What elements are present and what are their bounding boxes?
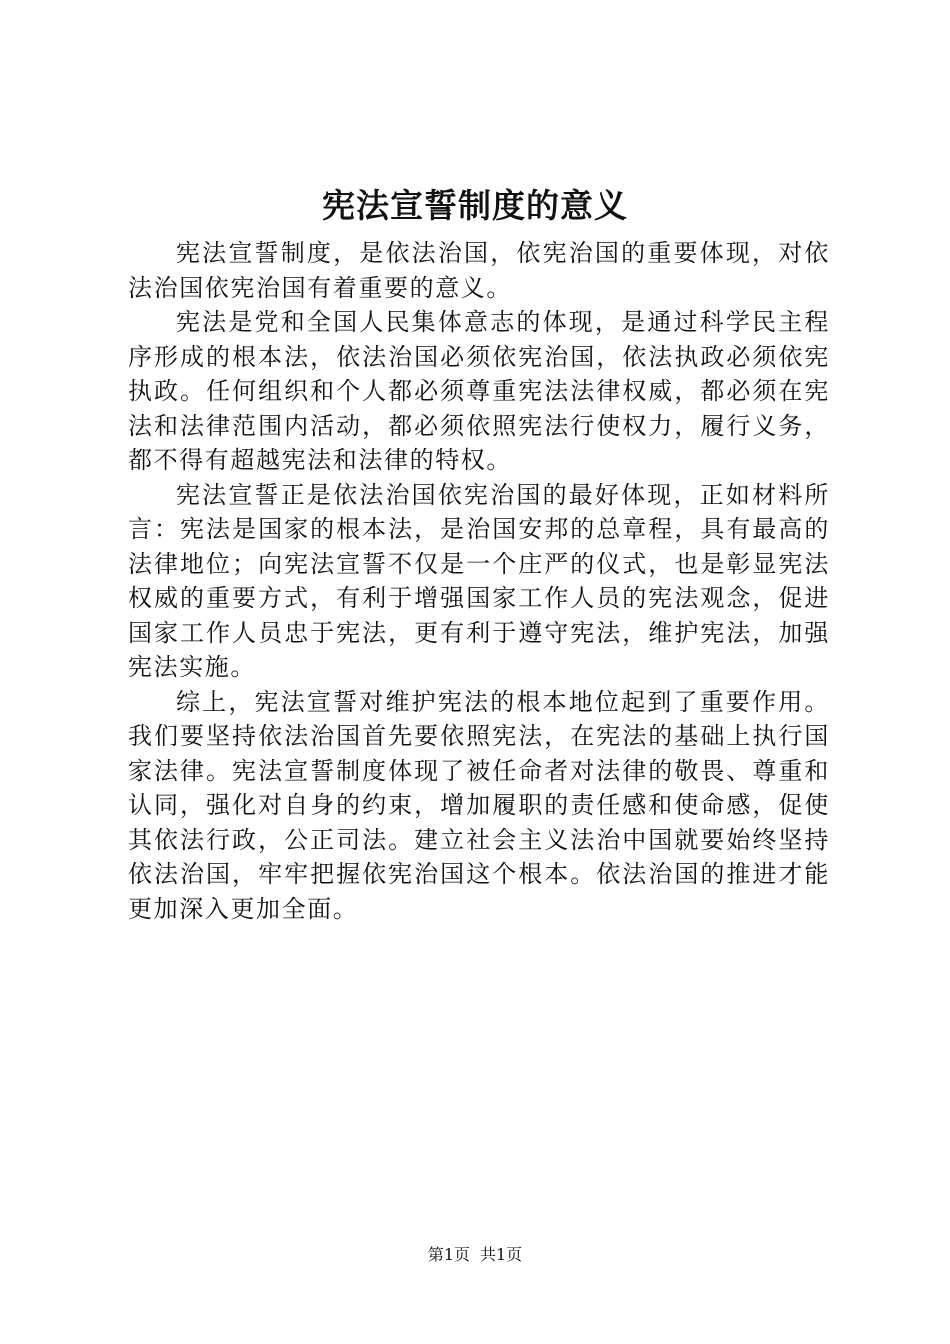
paragraph-2: 宪法是党和全国人民集体意志的体现，是通过科学民主程序形成的根本法，依法治国必须依宪治国，依法执政必须依宪执政。任何组织和个人都必须尊重宪法法律权威，都必须在宪法和法律范围内活动，都必须依照宪法行使权力，履行义务，都不得有超越宪法和法律的特权。 <box>128 308 830 474</box>
page-footer <box>0 1243 950 1267</box>
paragraph-1: 宪法宣誓制度，是依法治国，依宪治国的重要体现，对依法治国依宪治国有着重要的意义。 <box>128 239 830 302</box>
paragraph-3: 宪法宣誓正是依法治国依宪治国的最好体现，正如材料所言：宪法是国家的根本法，是治国安邦的总章程，具有最高的法律地位；向宪法宣誓不仅是一个庄严的仪式，也是彰显宪法权威的重要方式，有利于增强国家工作人员的宪法观念，促进国家工作人员忠于宪法，更有利于遵守宪法，维护宪法，加强宪法实施。 <box>128 480 830 681</box>
page-total: 共1页 <box>480 1245 523 1264</box>
document-title: 宪法宣誓制度的意义 <box>322 186 628 225</box>
page-number: 第1页 <box>427 1245 470 1264</box>
document-body <box>128 236 830 926</box>
paragraph-4: 综上，宪法宣誓对维护宪法的根本地位起到了重要作用。我们要坚持依法治国首先要依照宪法，在宪法的基础上执行国家法律。宪法宣誓制度体现了被任命者对法律的敬畏、尊重和认同，强化对自身的约束，增加履职的责任感和使命感，促使其依法行政，公正司法。建立社会主义法治中国就要始终坚持依法治国，牢牢把握依宪治国这个根本。依法治国的推进才能更加深入更加全面。 <box>128 687 830 923</box>
